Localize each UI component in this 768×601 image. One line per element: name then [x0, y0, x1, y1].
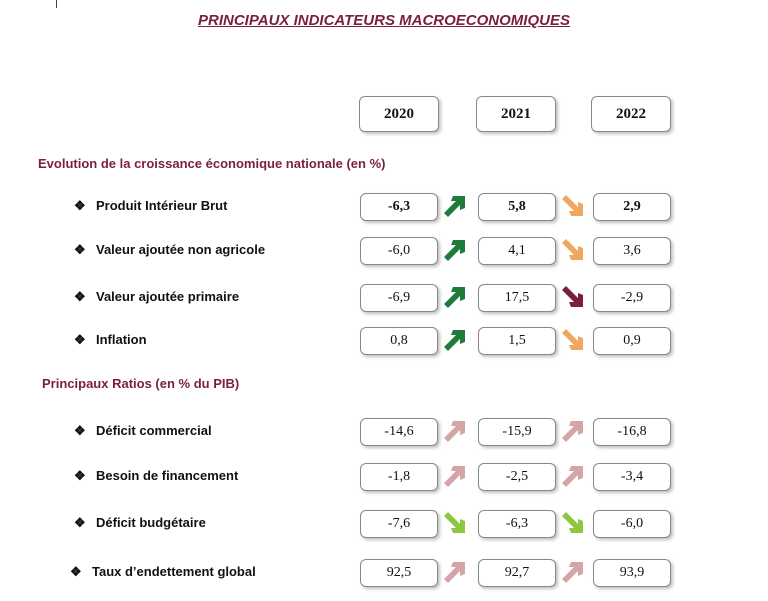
- value-cell-2022: 2,9: [593, 193, 671, 221]
- indicator-label-text: Déficit budgétaire: [96, 515, 206, 530]
- value-cell-2021: 5,8: [478, 193, 556, 221]
- trend-down-arrow-icon: [558, 282, 588, 312]
- diamond-bullet-icon: ❖: [74, 515, 86, 530]
- trend-up-arrow-icon: [440, 557, 470, 587]
- trend-up-arrow-icon: [558, 557, 588, 587]
- diamond-bullet-icon: ❖: [74, 332, 86, 347]
- value-cell-2021: 17,5: [478, 284, 556, 312]
- trend-up-arrow-icon: [440, 416, 470, 446]
- trend-up-arrow-icon: [440, 191, 470, 221]
- value-cell-2022: -3,4: [593, 463, 671, 491]
- trend-up-arrow-icon: [558, 416, 588, 446]
- diamond-bullet-icon: ❖: [74, 468, 86, 483]
- value-cell-2020: -14,6: [360, 418, 438, 446]
- diamond-bullet-icon: ❖: [74, 423, 86, 438]
- diamond-bullet-icon: ❖: [74, 289, 86, 304]
- value-cell-2020: -7,6: [360, 510, 438, 538]
- value-cell-2021: -6,3: [478, 510, 556, 538]
- value-cell-2020: -6,9: [360, 284, 438, 312]
- indicator-label: [74, 515, 206, 531]
- trend-down-arrow-icon: [558, 508, 588, 538]
- trend-up-arrow-icon: [440, 282, 470, 312]
- value-cell-2021: 4,1: [478, 237, 556, 265]
- value-cell-2020: -6,0: [360, 237, 438, 265]
- value-cell-2022: 0,9: [593, 327, 671, 355]
- year-header-2020: 2020: [359, 96, 439, 132]
- trend-down-arrow-icon: [558, 235, 588, 265]
- value-cell-2022: -2,9: [593, 284, 671, 312]
- indicator-label: [74, 198, 227, 214]
- indicator-label: [74, 332, 147, 348]
- indicator-label: [74, 423, 212, 439]
- value-cell-2020: -1,8: [360, 463, 438, 491]
- indicator-label-text: Valeur ajoutée non agricole: [96, 242, 266, 257]
- trend-up-arrow-icon: [440, 235, 470, 265]
- page-title: PRINCIPAUX INDICATEURS MACROECONOMIQUES: [198, 12, 570, 29]
- trend-up-arrow-icon: [558, 461, 588, 491]
- diamond-bullet-icon: ❖: [70, 564, 82, 579]
- value-cell-2022: 3,6: [593, 237, 671, 265]
- indicator-label-text: Déficit commercial: [96, 423, 212, 438]
- indicator-label-text: Produit Intérieur Brut: [96, 198, 228, 213]
- trend-down-arrow-icon: [558, 325, 588, 355]
- trend-down-arrow-icon: [558, 191, 588, 221]
- value-cell-2021: 1,5: [478, 327, 556, 355]
- indicator-label: [70, 564, 256, 580]
- value-cell-2021: -2,5: [478, 463, 556, 491]
- indicator-label-text: Taux d’endettement global: [92, 564, 256, 579]
- indicator-label: [74, 242, 265, 258]
- indicator-label-text: Besoin de financement: [96, 468, 239, 483]
- indicator-label: [74, 289, 239, 305]
- value-cell-2020: 0,8: [360, 327, 438, 355]
- value-cell-2021: -15,9: [478, 418, 556, 446]
- indicator-label-text: Valeur ajoutée primaire: [96, 289, 240, 304]
- value-cell-2022: -6,0: [593, 510, 671, 538]
- year-header-2022: 2022: [591, 96, 671, 132]
- diamond-bullet-icon: ❖: [74, 198, 86, 213]
- trend-down-arrow-icon: [440, 508, 470, 538]
- page-edge-mark: [56, 0, 57, 8]
- value-cell-2020: 92,5: [360, 559, 438, 587]
- trend-up-arrow-icon: [440, 325, 470, 355]
- diamond-bullet-icon: ❖: [74, 242, 86, 257]
- indicator-label: [74, 468, 238, 484]
- trend-up-arrow-icon: [440, 461, 470, 491]
- value-cell-2022: -16,8: [593, 418, 671, 446]
- indicator-label-text: Inflation: [96, 332, 147, 347]
- value-cell-2022: 93,9: [593, 559, 671, 587]
- value-cell-2021: 92,7: [478, 559, 556, 587]
- section-title-ratios: Principaux Ratios (en % du PIB): [42, 376, 240, 391]
- year-header-2021: 2021: [476, 96, 556, 132]
- value-cell-2020: -6,3: [360, 193, 438, 221]
- section-title-growth: Evolution de la croissance économique nationale (en %): [38, 156, 386, 171]
